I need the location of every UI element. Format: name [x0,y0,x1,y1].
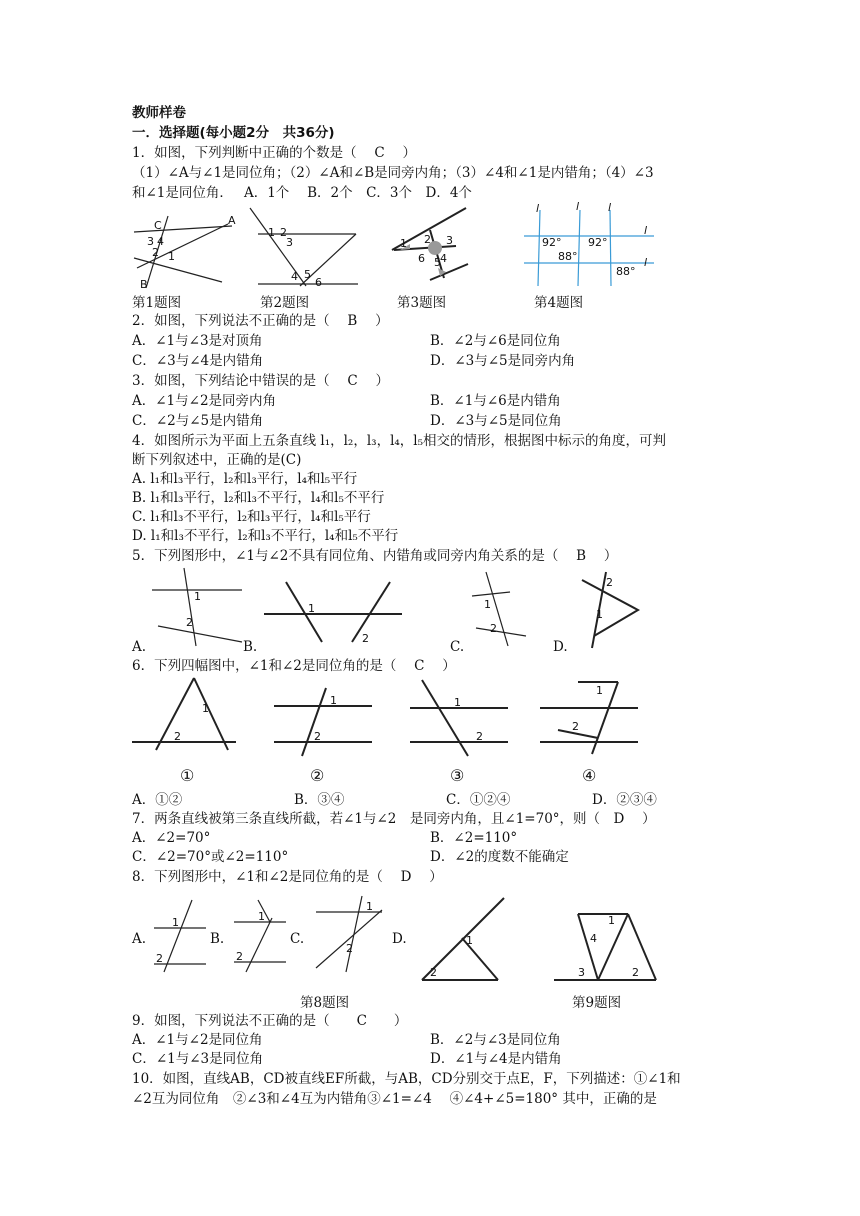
fig9-label: 1 [608,914,615,927]
q8-fig-a-label: 2 [156,952,163,965]
fig3-label: 2 [424,233,431,246]
q6-figure-4 [538,680,642,754]
q5-fig-a-label: 2 [186,616,193,629]
q9-option-a: A．∠1与∠2是同位角 [132,1032,263,1048]
q5-figure-b [262,580,404,644]
q1-stem: 1．如图，下列判断中正确的个数是（ C ） [132,145,417,161]
caption-fig1: 第1题图 [132,295,182,311]
q6-figure-1 [132,676,237,750]
q9-option-c: C．∠1与∠3是同位角 [132,1051,264,1067]
fig2-label: 5 [304,268,311,281]
fig2-label: 1 [268,226,275,239]
q9-option-b: B．∠2与∠3是同位角 [430,1032,561,1048]
fig1-label: 3 [147,235,154,248]
q6-circled-3: ③ [450,766,465,785]
caption-fig4: 第4题图 [534,295,584,311]
q8-figure-b [232,898,290,972]
q3-option-b: B．∠1与∠6是内错角 [430,393,561,409]
q5-fig-d-label: 1 [596,608,603,621]
figure-9 [552,910,662,984]
caption-fig8: 第8题图 [300,995,350,1011]
q5-label-c: C. [450,639,465,655]
q6-circled-2: ② [310,766,325,785]
q6-circled-4: ④ [582,766,597,785]
fig2-label: 4 [291,270,298,283]
q5-label-a: A. [132,639,147,655]
q3-option-d: D．∠3与∠5是同位角 [430,413,562,429]
q9-stem: 9．如图，下列说法不正确的是（ C ） [132,1013,408,1029]
fig2-label: 2 [280,226,287,239]
fig2-label: 3 [286,236,293,249]
q8-fig-c-label: 2 [346,942,353,955]
q3-stem: 3．如图，下列结论中错误的是（ C ） [132,373,390,389]
q5-figure-c [470,570,532,646]
figure-2 [238,206,363,288]
q6-fig1-label: 1 [202,702,209,715]
q3-option-c: C．∠2与∠5是内错角 [132,413,264,429]
q2-option-d: D．∠3与∠5是同旁内角 [430,353,576,369]
q4-stem-1: 4．如图所示为平面上五条直线 l₁，l₂，l₃，l₄，l₅相交的情形，根据图中标示的角度，可判 [132,433,667,449]
fig4-label: 88° [616,265,636,278]
q8-label-d: D. [392,931,407,947]
q7-option-d: D．∠2的度数不能确定 [430,849,569,865]
q6-fig3-label: 1 [454,696,461,709]
q6-option-a: A．①② [132,792,183,808]
caption-fig9: 第9题图 [572,995,622,1011]
q5-fig-a-label: 1 [194,590,201,603]
q6-fig2-label: 1 [330,694,337,707]
q1-line2: 和∠1是同位角． A．1个 B．2个 C．3个 D．4个 [132,185,472,201]
q6-option-b: B．③④ [294,792,345,808]
fig3-label: 3 [446,234,453,247]
q8-figure-d [416,896,508,984]
q7-option-b: B．∠2=110° [430,830,518,846]
q9-option-d: D．∠1与∠4是内错角 [430,1051,562,1067]
fig4-label: l [536,202,540,215]
q2-option-b: B．∠2与∠6是同位角 [430,333,561,349]
q5-figure-d [578,570,644,650]
q6-circled-1: ① [180,766,195,785]
q8-fig-b-label: 2 [236,950,243,963]
q4-stem-2: 断下列叙述中，正确的是(C) [132,452,302,468]
fig9-label: 4 [590,932,597,945]
fig3-label: 1 [400,237,407,250]
q4-option-c: C. l₁和l₃不平行，l₂和l₃平行，l₄和l₅平行 [132,509,371,525]
q3-option-a: A．∠1与∠2是同旁内角 [132,393,277,409]
q6-option-d: D．②③④ [592,792,657,808]
fig3-label: 4 [440,252,447,265]
q7-option-a: A．∠2=70° [132,830,211,846]
fig1-label: C [154,219,162,232]
fig4-label: 88° [558,250,578,263]
q8-label-b: B. [210,931,225,947]
q6-stem: 6．下列四幅图中，∠1和∠2是同位角的是（ C ） [132,658,456,674]
caption-fig2: 第2题图 [260,295,310,311]
q8-label-c: C. [290,931,305,947]
section-title: 一．选择题(每小题2分 共36分) [132,125,335,141]
fig1-label: 2 [152,246,159,259]
figure-1 [132,212,237,292]
q5-fig-c-label: 2 [490,622,497,635]
fig3-label: 6 [418,252,425,265]
q4-option-d: D. l₁和l₃不平行，l₂和l₃不平行，l₄和l₅不平行 [132,528,399,544]
q6-fig2-label: 2 [314,730,321,743]
q8-fig-a-label: 1 [172,916,179,929]
q1-line1: （1）∠A与∠1是同位角；（2）∠A和∠B是同旁内角；（3）∠4和∠1是内错角；（4）∠3 [132,165,654,181]
q6-fig4-label: 1 [596,684,603,697]
figure-4 [522,202,662,288]
fig4-label: l [644,224,648,237]
fig1-label: B [140,278,148,291]
q7-option-c: C．∠2=70°或∠2=110° [132,849,289,865]
q8-fig-d-label: 2 [430,966,437,979]
q6-figure-3 [408,678,512,756]
q6-figure-2 [272,686,376,756]
fig9-label: 2 [632,966,639,979]
q5-label-d: D. [553,639,568,655]
q8-fig-b-label: 1 [258,910,265,923]
q6-option-c: C．①②④ [446,792,511,808]
q5-figure-a [150,566,245,646]
q8-figure-c [312,894,386,972]
q4-option-b: B. l₁和l₃平行，l₂和l₃不平行，l₄和l₅不平行 [132,490,385,506]
q5-fig-c-label: 1 [484,598,491,611]
fig1-label: 4 [157,235,164,248]
q10-line-1: 10．如图，直线AB，CD被直线EF所截，与AB，CD分别交于点E，F，下列描述：①∠1和 [132,1071,681,1087]
fig2-label: 6 [315,276,322,289]
q6-fig3-label: 2 [476,730,483,743]
q5-fig-b-label: 2 [362,632,369,645]
q8-fig-d-label: 1 [466,934,473,947]
q8-label-a: A. [132,931,147,947]
q5-stem: 5．下列图形中，∠1与∠2不具有同位角、内错角或同旁内角关系的是（ B ） [132,548,618,564]
q4-option-a: A. l₁和l₃平行，l₂和l₃平行，l₄和l₅平行 [132,471,358,487]
fig9-label: 3 [578,966,585,979]
sample-label: 教师样卷 [132,105,186,121]
fig4-label: l [608,201,612,214]
fig4-label: 92° [542,236,562,249]
fig4-label: 92° [588,236,608,249]
q8-figure-a [152,898,210,972]
fig4-label: l [644,256,648,269]
q10-line-2: ∠2互为同位角 ②∠3和∠4互为内错角③∠1=∠4 ④∠4+∠5=180° 其中，正确的是 [132,1091,657,1107]
q2-stem: 2．如图，下列说法不正确的是（ B ） [132,313,389,329]
q8-fig-c-label: 1 [366,900,373,913]
fig4-label: l [576,200,580,213]
q6-fig4-label: 2 [572,720,579,733]
q6-fig1-label: 2 [174,730,181,743]
q8-stem: 8．下列图形中，∠1和∠2是同位角的是（ D ） [132,869,443,885]
figure-3 [390,206,470,288]
fig1-label: A [228,214,236,227]
caption-fig3: 第3题图 [397,295,447,311]
q2-option-c: C．∠3与∠4是内错角 [132,353,264,369]
q5-label-b: B. [243,639,258,655]
fig3-label: 5 [434,256,441,269]
q5-fig-b-label: 1 [308,602,315,615]
q7-stem: 7．两条直线被第三条直线所截，若∠1与∠2 是同旁内角，且∠1=70°，则（ D ） [132,811,656,827]
q5-fig-d-label: 2 [606,576,613,589]
fig1-label: 1 [168,250,175,263]
q2-option-a: A．∠1与∠3是对顶角 [132,333,263,349]
